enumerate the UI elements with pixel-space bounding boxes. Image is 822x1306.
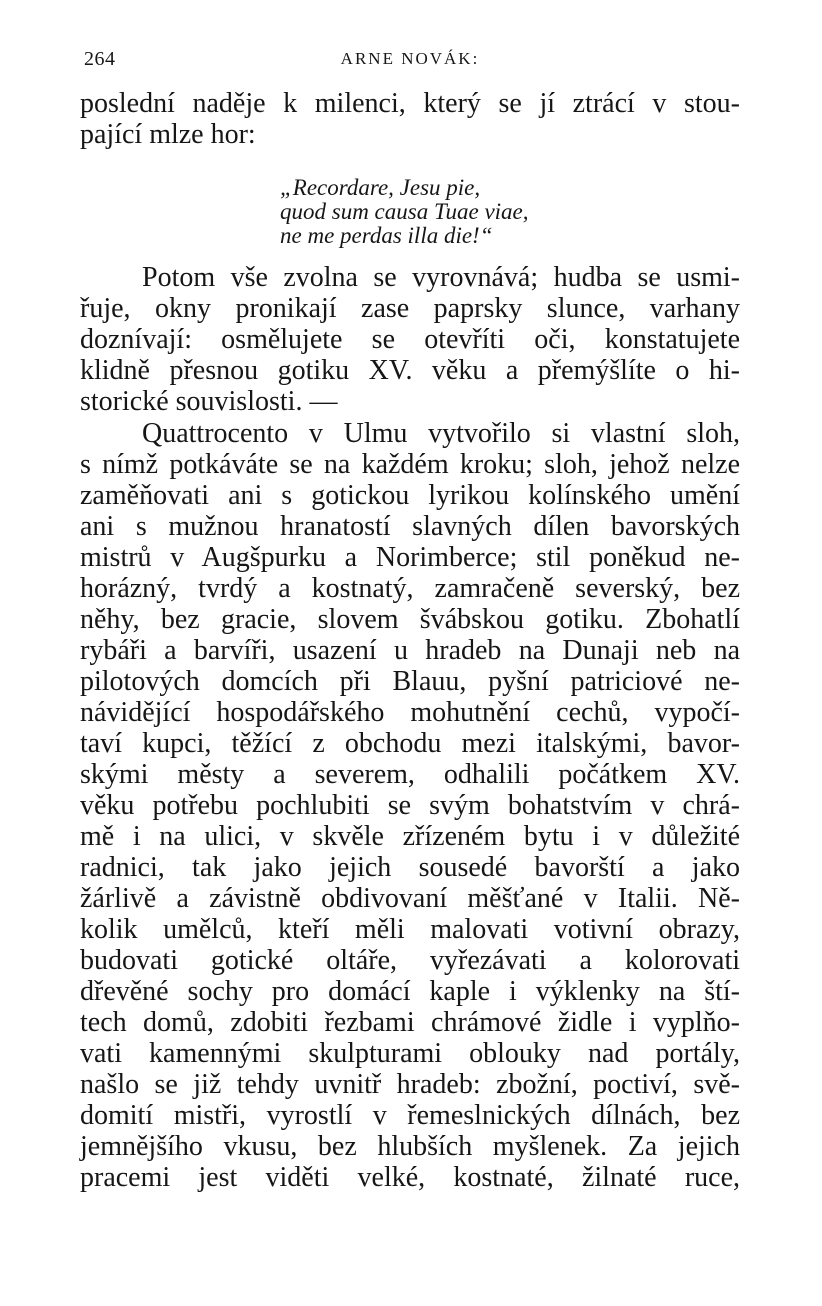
- text-line: domití mistři, vyrostlí v řemeslnických dílnách, bez: [80, 1100, 740, 1131]
- paragraph-3: [80, 418, 740, 1193]
- page-number: 264: [84, 48, 116, 70]
- text-line: budovati gotické oltáře, vyřezávati a kolorovati: [80, 945, 740, 976]
- text-line: horázný, tvrdý a kostnatý, zamračeně severský, bez: [80, 573, 740, 604]
- text-line: rybáři a barvíři, usazení u hradeb na Dunaji neb na: [80, 635, 740, 666]
- running-head: ARNE NOVÁK:: [340, 49, 480, 68]
- latin-verse-quote: [280, 176, 529, 248]
- text-line: mistrů v Augšpurku a Norimberce; stil poněkud ne-: [80, 542, 740, 573]
- text-line: kolik umělců, kteří měli malovati votivní obrazy,: [80, 914, 740, 945]
- text-line: Potom vše zvolna se vyrovnává; hudba se usmi-: [142, 262, 740, 293]
- text-line: tech domů, zdobiti řezbami chrámové židle i vyplňo-: [80, 1007, 740, 1038]
- text-line: žárlivě a závistně obdivovaní měšťané v Italii. Ně-: [80, 883, 740, 914]
- text-line: klidně přesnou gotiku XV. věku a přemýšlíte o hi-: [80, 355, 740, 386]
- text-line: radnici, tak jako jejich sousedé bavorští a jako: [80, 852, 740, 883]
- text-line: pající mlze hor:: [80, 119, 256, 150]
- paragraph-1: [80, 88, 740, 150]
- text-line: něhy, bez gracie, slovem švábskou gotiku. Zbohatlí: [80, 604, 740, 635]
- text-line: mě i na ulici, v skvěle zřízeném bytu i v důležité: [80, 821, 740, 852]
- text-line: ani s mužnou hranatostí slavných dílen bavorských: [80, 511, 740, 542]
- text-line: jemnějšího vkusu, bez hlubších myšlenek. Za jejich: [80, 1131, 740, 1162]
- text-line: s nímž potkáváte se na každém kroku; sloh, jehož nelze: [80, 449, 740, 480]
- text-line: skými městy a severem, odhalili počátkem XV.: [80, 759, 740, 790]
- text-line: pilotových domcích při Blauu, pyšní patriciové ne-: [80, 666, 740, 697]
- text-line: našlo se již tehdy uvnitř hradeb: zbožní, poctiví, svě-: [80, 1069, 740, 1100]
- paragraph-2: [80, 262, 740, 417]
- text-line: věku potřebu pochlubiti se svým bohatstvím v chrá-: [80, 790, 740, 821]
- text-line: zaměňovati ani s gotickou lyrikou kolínského umění: [80, 480, 740, 511]
- text-line: doznívají: osmělujete se otevříti oči, konstatujete: [80, 324, 740, 355]
- verse-line: ne me perdas illa die!“: [280, 223, 493, 248]
- page-header: [80, 48, 740, 78]
- text-line: řuje, okny pronikají zase paprsky slunce, varhany: [80, 293, 740, 324]
- text-line: návidějící hospodářského mohutnění cechů, vypočí-: [80, 697, 740, 728]
- text-line: poslední naděje k milenci, který se jí ztrácí v stou-: [80, 88, 740, 119]
- verse-line: „Recordare, Jesu pie,: [280, 175, 481, 200]
- text-line: Quattrocento v Ulmu vytvořilo si vlastní sloh,: [142, 418, 740, 449]
- verse-line: quod sum causa Tuae viae,: [280, 199, 529, 224]
- text-line: pracemi jest viděti velké, kostnaté, žilnaté ruce,: [80, 1162, 740, 1193]
- text-line: dřevěné sochy pro domácí kaple i výklenky na ští-: [80, 976, 740, 1007]
- text-line: vati kamennými skulpturami oblouky nad portály,: [80, 1038, 740, 1069]
- text-line: taví kupci, těžící z obchodu mezi italskými, bavor-: [80, 728, 740, 759]
- text-line: storické souvislosti. —: [80, 386, 338, 417]
